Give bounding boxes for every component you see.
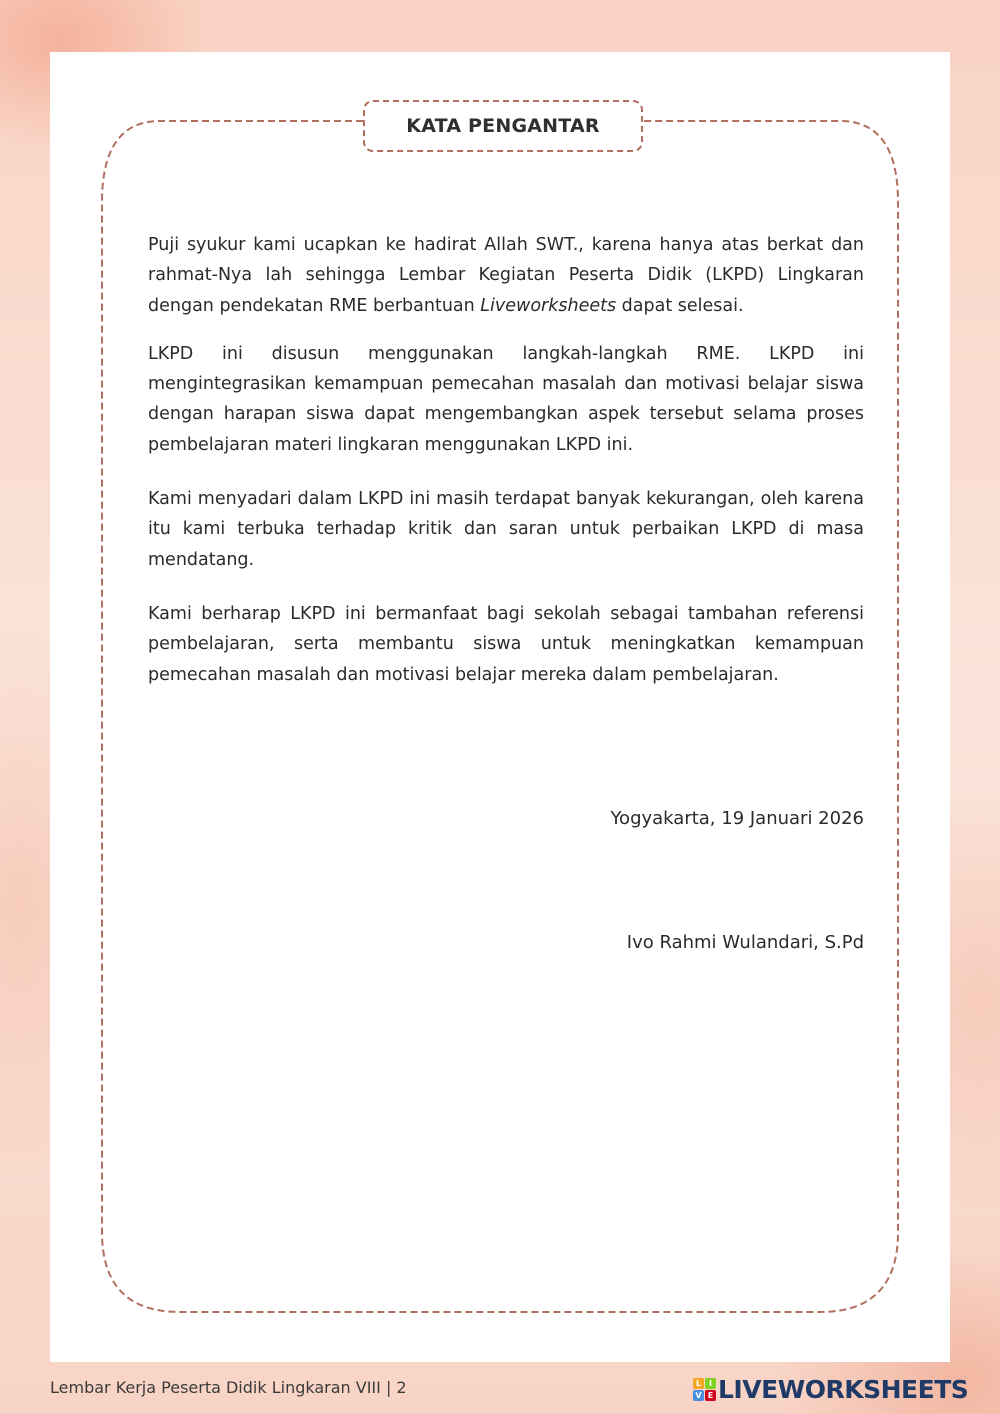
- signer-name: Ivo Rahmi Wulandari, S.Pd: [626, 932, 864, 953]
- paragraph-2: LKPD ini disusun menggunakan langkah-langkah RME. LKPD ini mengintegrasikan kemampuan pemecahan masalah dan motivasi belajar siswa dengan harapan siswa dapat mengembangkan aspek tersebut selama proses pembelajaran materi lingkaran menggunakan LKPD ini.: [148, 343, 864, 455]
- logo-letter-v: V: [693, 1390, 704, 1401]
- liveworksheets-brand[interactable]: [693, 1372, 968, 1406]
- paragraph-1: Puji syukur kami ucapkan ke hadirat Allah SWT., karena hanya atas berkat dan rahmat-Nya lah sehingga Lembar Kegiatan Peserta Didik (LKPD) Lingkaran dengan pendekatan RME berbantuan Liveworksheets dapat selesai.: [148, 235, 864, 316]
- paragraph-4: Kami berharap LKPD ini bermanfaat bagi sekolah sebagai tambahan referensi pembelajaran, serta membantu siswa untuk meningkatkan kemampuan pemecahan masalah dan motivasi belajar mereka dalam pembelajaran.: [148, 603, 864, 685]
- app-name-italic: Liveworksheets: [480, 295, 617, 316]
- logo-letter-e: E: [705, 1390, 716, 1401]
- brand-name: LIVEWORKSHEETS: [718, 1374, 969, 1404]
- place-date: Yogyakarta, 19 Januari 2026: [610, 808, 864, 829]
- footer-page-label: Lembar Kerja Peserta Didik Lingkaran VIII | 2: [50, 1378, 407, 1397]
- paragraph-3: Kami menyadari dalam LKPD ini masih terdapat banyak kekurangan, oleh karena itu kami terbuka terhadap kritik dan saran untuk perbaikan LKPD di masa mendatang.: [148, 489, 864, 570]
- logo-letter-i: I: [705, 1378, 716, 1389]
- page-title: KATA PENGANTAR: [363, 100, 643, 152]
- liveworksheets-logo-icon: [693, 1378, 716, 1401]
- preface-body: [148, 230, 864, 708]
- page-sheet: [50, 52, 950, 1362]
- logo-letter-l: L: [693, 1378, 704, 1389]
